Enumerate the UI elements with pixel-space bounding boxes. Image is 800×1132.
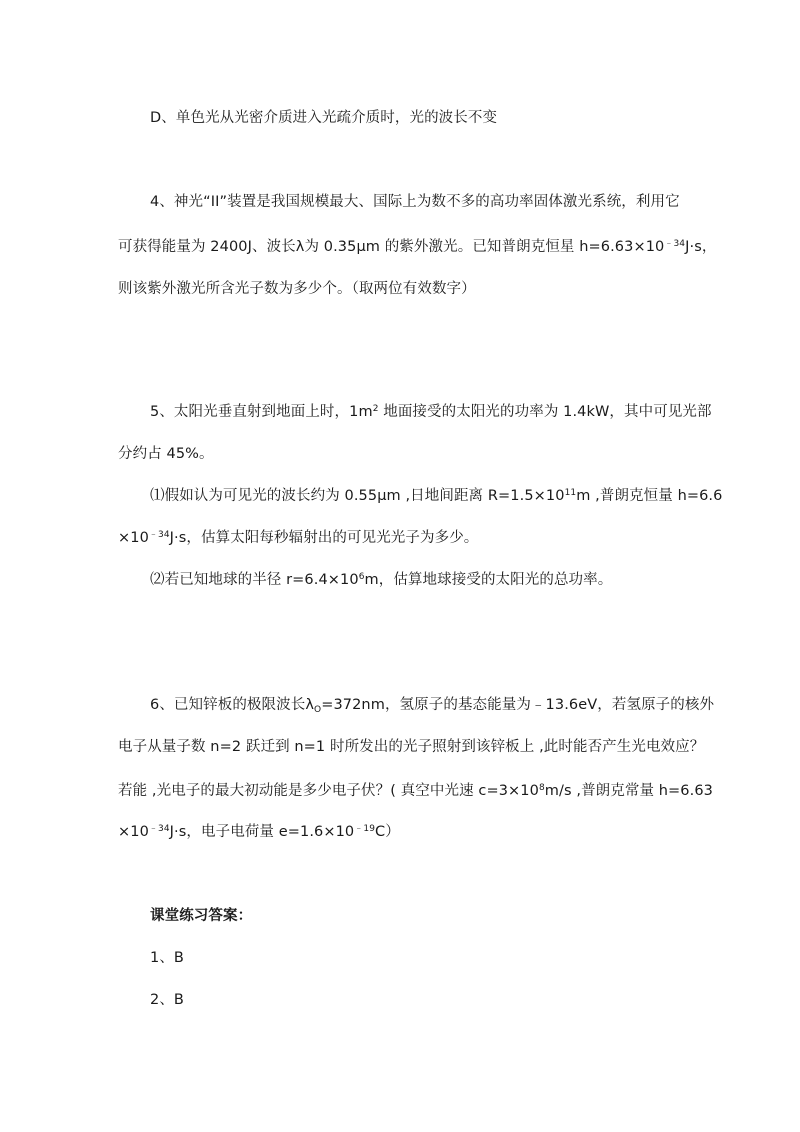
text: m ,普朗克恒量 h=6.6 (576, 488, 723, 504)
answers-heading: 课堂练习答案： (150, 908, 253, 924)
question-5-part-2 (150, 570, 612, 590)
question-5-line-2: 分约占 45%。 (118, 446, 214, 462)
question-4-line-1: 4、神光“II”装置是我国规模最大、国际上为数不多的高功率固体激光系统，利用它 (150, 194, 680, 210)
option-d: D、单色光从光密介质进入光疏介质时，光的波长不变 (150, 110, 498, 126)
subscript: O (314, 705, 322, 715)
text: ×10 (118, 824, 149, 840)
question-6-line-4 (118, 822, 400, 842)
question-4-line-3: 则该紫外激光所含光子数为多少个。（取两位有效数字） (118, 281, 476, 297)
text: C） (375, 824, 400, 840)
exponent: ﹣19 (354, 824, 376, 834)
exponent: 2 (372, 404, 379, 414)
answer-item: 2、B (150, 992, 184, 1008)
text: m/s ,普朗克常量 h=6.63 (544, 783, 713, 799)
text: ×10 (118, 530, 149, 546)
exponent: ﹣34 (148, 530, 170, 540)
text: 可获得能量为 2400J、波长λ为 0.35μm 的紫外激光。已知普朗克恒星 h=6.63×10 (118, 239, 665, 255)
question-4-line-2 (118, 237, 716, 257)
text: =372nm，氢原子的基态能量为﹣13.6eV，若氢原子的核外 (321, 697, 715, 713)
exponent: 8 (538, 783, 545, 793)
text: 5、太阳光垂直射到地面上时，1m (150, 404, 373, 420)
text: 若能 ,光电子的最大初动能是多少电子伏？( 真空中光速 c=3×10 (118, 783, 539, 799)
text: J·s，估算太阳每秒辐射出的可见光光子为多少。 (169, 530, 479, 546)
text: ⑵若已知地球的半径 r=6.4×10 (150, 572, 359, 588)
text: ⑴假如认为可见光的波长约为 0.55μm ,日地间距离 R=1.5×10 (150, 488, 565, 504)
exponent: ﹣34 (148, 824, 170, 834)
exponent: 11 (564, 488, 577, 498)
exponent: ﹣34 (664, 239, 686, 249)
exponent: 6 (358, 572, 365, 582)
text: 6、已知锌板的极限波长λ (150, 697, 315, 713)
text: J·s，电子电荷量 e=1.6×10 (169, 824, 355, 840)
question-6-line-1 (150, 695, 714, 715)
question-5-line-1 (150, 402, 712, 422)
question-6-line-2: 电子从量子数 n=2 跃迁到 n=1 时所发出的光子照射到该锌板上 ,此时能否产生光电效应？ (118, 739, 705, 755)
text: 地面接受的太阳光的功率为 1.4kW，其中可见光部 (378, 404, 712, 420)
text: m，估算地球接受的太阳光的总功率。 (364, 572, 613, 588)
question-6-line-3 (118, 781, 713, 801)
text: J·s， (685, 239, 717, 255)
question-5-part-1-line-1 (150, 486, 722, 506)
answer-item: 1、B (150, 950, 184, 966)
question-5-part-1-line-2 (118, 528, 478, 548)
